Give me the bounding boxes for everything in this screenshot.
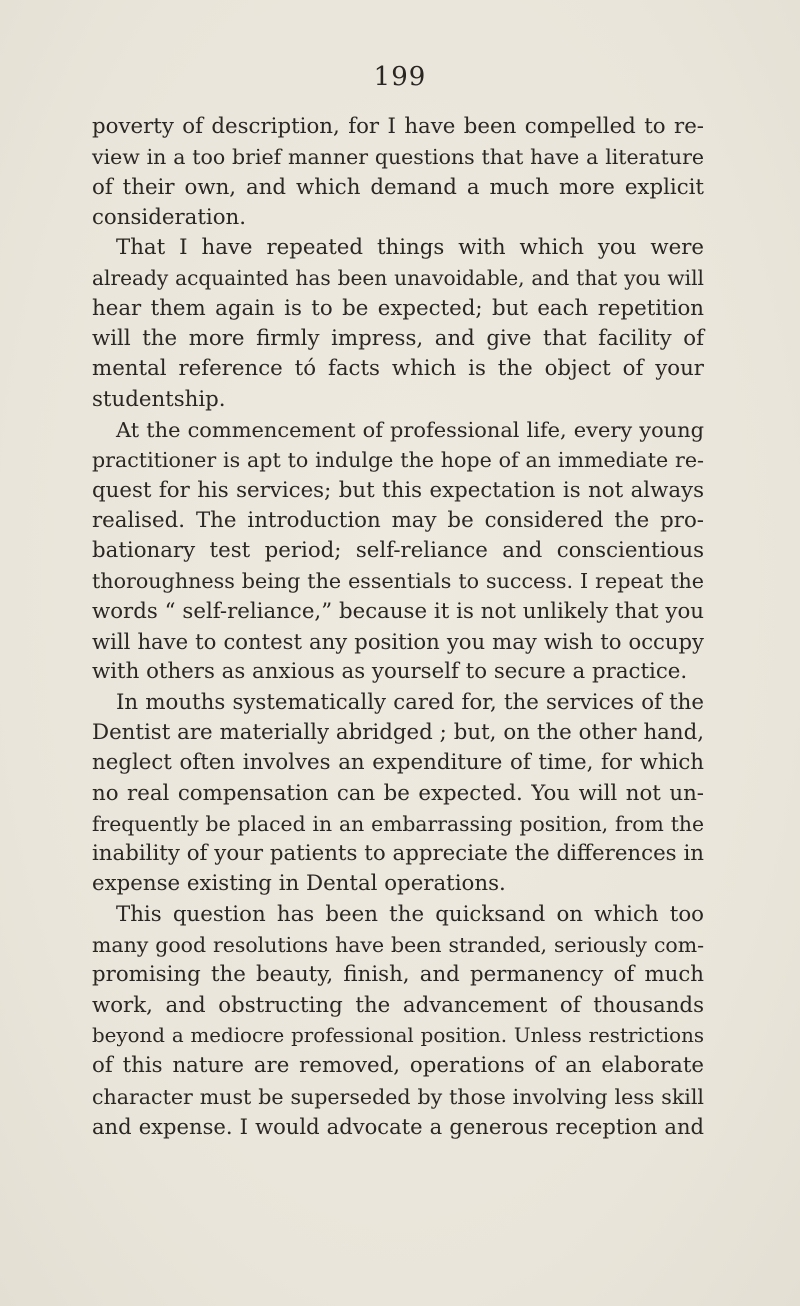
text-line: and expense. I would advocate a generous reception and <box>92 1113 704 1139</box>
text-line: consideration. <box>92 204 246 230</box>
text-line: of their own, and which demand a much more explicit <box>92 174 704 200</box>
text-line: with others as anxious as yourself to secure a practice. <box>92 659 688 685</box>
page-number: 199 <box>373 62 427 92</box>
text-line: thoroughness being the essentials to success. I repeat the <box>92 569 704 594</box>
text-line: practitioner is apt to indulge the hope of an immediate re- <box>92 448 704 473</box>
text-line: realised. The introduction may be considered the pro- <box>92 507 704 533</box>
text-line: In mouths systematically cared for, the services of the <box>116 689 704 715</box>
text-line: hear them again is to be expected; but each repetition <box>92 295 704 321</box>
text-line: At the commencement of professional life, every young <box>116 417 704 442</box>
text-line: work, and obstructing the advancement of thousands <box>92 992 704 1018</box>
text-line: mental reference tó facts which is the object of your <box>92 356 704 382</box>
text-line: will have to contest any position you may wish to occupy <box>92 629 704 655</box>
text-line: studentship. <box>92 386 226 412</box>
text-line: This question has been the quicksand on which too <box>116 901 704 927</box>
text-line: poverty of description, for I have been compelled to re- <box>92 114 704 139</box>
text-line: beyond a mediocre professional position. Unless restrictions <box>92 1023 704 1047</box>
text-line: already acquainted has been unavoidable, and that you will <box>92 266 704 291</box>
text-line: no real compensation can be expected. You will not un- <box>92 780 704 806</box>
text-line: promising the beauty, finish, and permanency of much <box>92 962 704 988</box>
text-line: frequently be placed in an embarrassing position, from the <box>92 811 704 836</box>
text-line: of this nature are removed, operations of an elaborate <box>92 1053 704 1079</box>
text-line: many good resolutions have been stranded, seriously com- <box>92 933 704 958</box>
text-line: will the more firmly impress, and give that facility of <box>92 326 704 352</box>
text-line: Dentist are materially abridged ; but, on the other hand, <box>92 719 704 745</box>
text-line: inability of your patients to appreciate the differences in <box>92 841 704 867</box>
text-line: character must be superseded by those involving less skill <box>92 1084 704 1109</box>
text-line: words “ self-reliance,” because it is not unlikely that you <box>92 598 704 624</box>
body-text <box>92 112 704 1142</box>
text-line: bationary test period; self-reliance and conscientious <box>92 538 704 564</box>
text-line: That I have repeated things with which you were <box>116 235 704 261</box>
text-line: quest for his services; but this expectation is not always <box>92 477 704 503</box>
text-line: view in a too brief manner questions that have a literature <box>92 145 704 170</box>
text-line: neglect often involves an expenditure of time, for which <box>92 750 704 776</box>
text-line: expense existing in Dental operations. <box>92 871 506 897</box>
